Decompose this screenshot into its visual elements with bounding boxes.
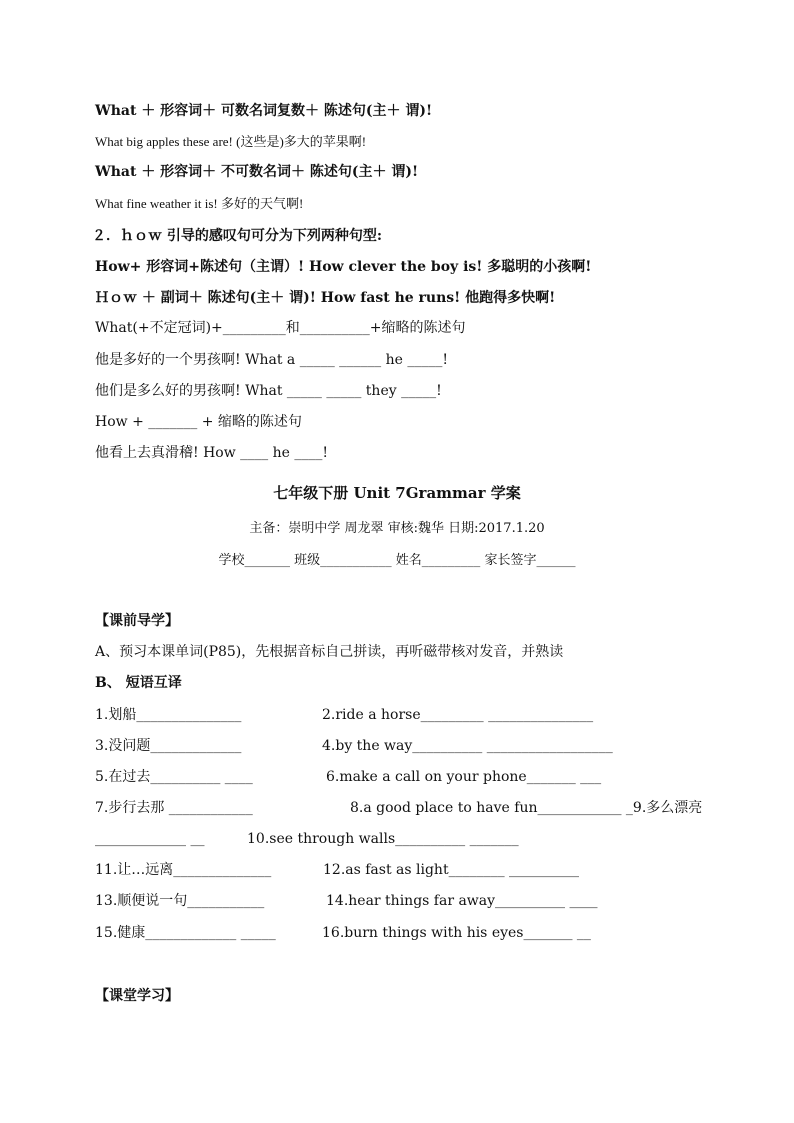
rule-how-adverb-text: Ｈｏｗ ＋ 副词＋ 陈述句(主＋ 谓)! How fast he runs! 他跑得多快啊!	[95, 290, 556, 306]
author-meta: 主备：崇明中学 周龙翠 审核:魏华 日期:2017.1.20	[249, 521, 545, 536]
rule-how-adjective	[95, 257, 591, 277]
phrase-right-2: 2.ride a horse_________ _______________	[322, 707, 594, 723]
example-what-weather: What fine weather it is! 多好的天气啊!	[95, 196, 304, 211]
example-what-apples: What big apples these are! (这些是)多大的苹果啊!	[95, 134, 367, 149]
phrase-left-15: 15.健康_____________ _____	[95, 925, 276, 941]
phrase-right-4: 4.by the way__________ __________________	[322, 738, 613, 754]
rule-how-adjective-text: How+ 形容词+陈述句（主谓）! How clever the boy is! 多聪明的小孩啊!	[95, 259, 592, 275]
phrase-right-6: 6.make a call on your phone_______ ___	[326, 769, 602, 785]
page-title: 七年级下册 Unit 7Grammar 学案	[273, 484, 521, 502]
phrase-left-7: 7.步行去那 ____________	[95, 800, 253, 816]
phrase-left-3: 3.没问题_____________	[95, 738, 242, 754]
phrase-left-5: 5.在过去__________ ____	[95, 769, 253, 785]
phrase-right-16: 16.burn things with his eyes_______ __	[322, 925, 591, 941]
phrase-right-8-9: 8.a good place to have fun____________ _9.多么漂亮	[350, 800, 703, 816]
phrase-right-12: 12.as fast as light________ __________	[323, 862, 580, 878]
phrase-left-9-blank: _____________ __	[95, 831, 205, 847]
pattern-how: How + _______ + 缩略的陈述句	[95, 414, 302, 430]
pattern-what: What(+不定冠词)+_________和__________+缩略的陈述句	[95, 320, 466, 336]
exercise-what-boy: 他是多好的一个男孩啊! What a _____ ______ he _____!	[95, 352, 448, 368]
rule-what-countable: What ＋ 形容词＋ 可数名词复数＋ 陈述句(主＋ 谓)!	[95, 103, 433, 119]
phrase-left-13: 13.顺便说一句___________	[95, 893, 265, 909]
rule-what-uncountable: What ＋ 形容词＋ 不可数名词＋ 陈述句(主＋ 谓)!	[95, 164, 419, 180]
section-in-class: 【课堂学习】	[95, 988, 179, 1004]
phrase-left-1: 1.划船_______________	[95, 707, 242, 723]
phrase-left-11: 11.让…远离______________	[95, 862, 272, 878]
rule-how-adverb	[95, 288, 555, 308]
exercise-how-funny: 他看上去真滑稽! How ____ he ____!	[95, 445, 328, 461]
section-b-heading: B、 短语互译	[95, 675, 182, 691]
student-fields: 学校_______ 班级___________ 姓名_________ 家长签字______	[218, 553, 576, 568]
phrase-right-10: 10.see through walls__________ _______	[247, 831, 519, 847]
phrase-right-14: 14.hear things far away__________ ____	[326, 893, 598, 909]
rule-how-heading: ２．ｈｏｗ 引导的感叹句可分为下列两种句型:	[92, 228, 383, 244]
exercise-what-boys: 他们是多么好的男孩啊! What _____ _____ they _____!	[95, 383, 442, 399]
section-pre-class: 【课前导学】	[95, 613, 179, 629]
section-a-instruction: A、预习本课单词(P85)，先根据音标自己拼读，再听磁带核对发音，并熟读	[95, 644, 564, 660]
